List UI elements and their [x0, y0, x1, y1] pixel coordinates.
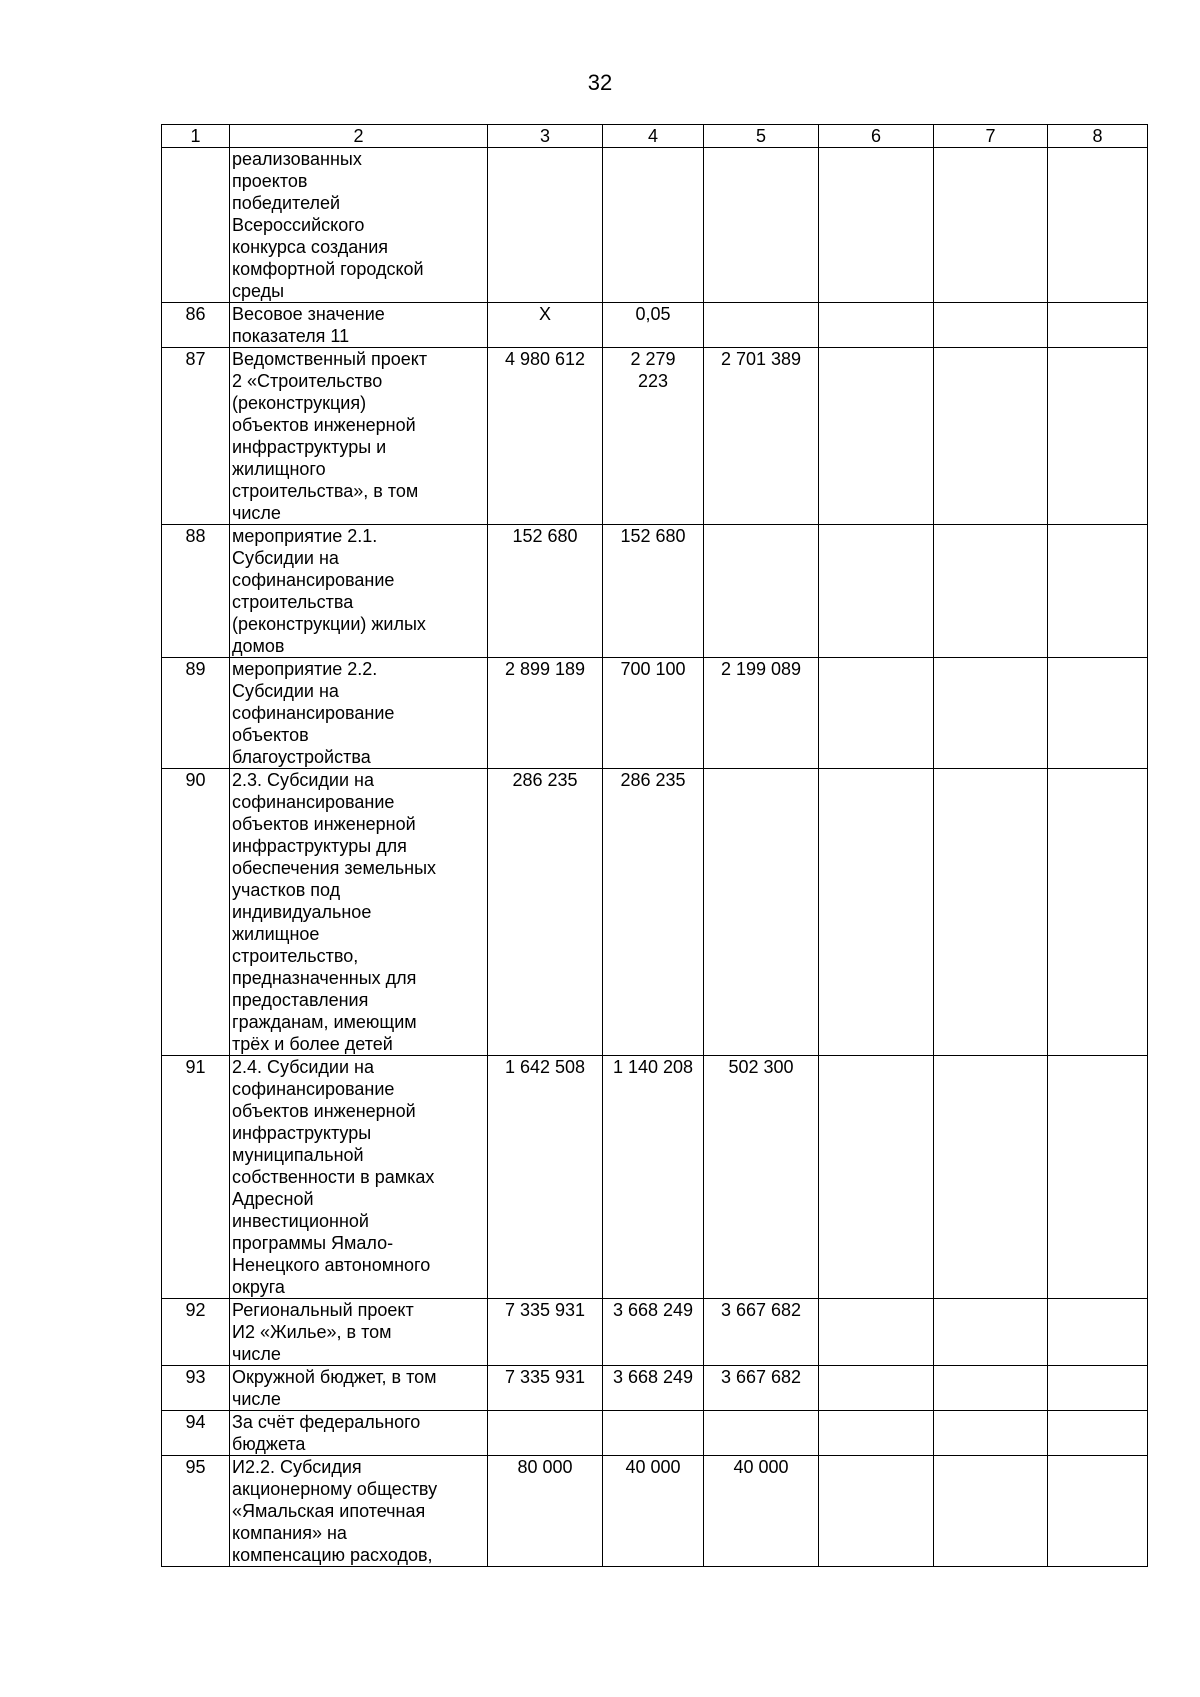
- value-col-7: [934, 1056, 1048, 1299]
- value-col-5: [704, 525, 819, 658]
- table-row: [162, 303, 1148, 348]
- value-col-6: [819, 1456, 934, 1567]
- value-col-8: [1048, 1056, 1148, 1299]
- value-col-3: 1 642 508: [488, 1056, 603, 1299]
- value-col-5: [704, 769, 819, 1056]
- row-number: 88: [162, 525, 230, 658]
- value-col-8: [1048, 1366, 1148, 1411]
- value-col-5: 502 300: [704, 1056, 819, 1299]
- value-col-3: 4 980 612: [488, 348, 603, 525]
- column-header-5: 5: [704, 125, 819, 148]
- value-col-5: 2 701 389: [704, 348, 819, 525]
- column-header-6: 6: [819, 125, 934, 148]
- value-col-5: 2 199 089: [704, 658, 819, 769]
- row-number: 89: [162, 658, 230, 769]
- value-col-6: [819, 1056, 934, 1299]
- value-col-4: [603, 148, 704, 303]
- value-col-6: [819, 525, 934, 658]
- indicator-name: Региональный проект И2 «Жилье», в том числе: [230, 1299, 488, 1366]
- row-number: 87: [162, 348, 230, 525]
- value-col-6: [819, 1366, 934, 1411]
- value-col-4: 40 000: [603, 1456, 704, 1567]
- value-col-6: [819, 303, 934, 348]
- indicator-name: Окружной бюджет, в том числе: [230, 1366, 488, 1411]
- value-col-3: Х: [488, 303, 603, 348]
- value-col-8: [1048, 1299, 1148, 1366]
- value-col-4: 3 668 249: [603, 1299, 704, 1366]
- row-number: 91: [162, 1056, 230, 1299]
- table-row: [162, 348, 1148, 525]
- value-col-7: [934, 525, 1048, 658]
- indicator-name: Весовое значение показателя 11: [230, 303, 488, 348]
- value-col-8: [1048, 148, 1148, 303]
- value-col-3: 80 000: [488, 1456, 603, 1567]
- value-col-8: [1048, 1456, 1148, 1567]
- column-header-1: 1: [162, 125, 230, 148]
- indicator-name: 2.3. Субсидии на софинансирование объектов инженерной инфраструктуры для обеспечения земельных участков под индивидуальное жилищное строительство, предназначенных для предоставления гражданам, имеющим трёх и более детей: [230, 769, 488, 1056]
- column-header-8: 8: [1048, 125, 1148, 148]
- indicator-name: мероприятие 2.1. Субсидии на софинансирование строительства (реконструкции) жилых домов: [230, 525, 488, 658]
- value-col-4: 700 100: [603, 658, 704, 769]
- value-col-3: [488, 148, 603, 303]
- value-col-6: [819, 148, 934, 303]
- table-body: [162, 148, 1148, 1567]
- table-row: [162, 769, 1148, 1056]
- value-col-4: 152 680: [603, 525, 704, 658]
- table-row: [162, 658, 1148, 769]
- value-col-4: [603, 1411, 704, 1456]
- value-col-6: [819, 658, 934, 769]
- value-col-3: 152 680: [488, 525, 603, 658]
- value-col-5: [704, 148, 819, 303]
- row-number: 86: [162, 303, 230, 348]
- value-col-6: [819, 769, 934, 1056]
- indicator-name: мероприятие 2.2. Субсидии на софинансирование объектов благоустройства: [230, 658, 488, 769]
- value-col-5: [704, 303, 819, 348]
- value-col-5: 3 667 682: [704, 1299, 819, 1366]
- value-col-4: 2 279 223: [603, 348, 704, 525]
- value-col-8: [1048, 658, 1148, 769]
- column-header-2: 2: [230, 125, 488, 148]
- row-number: 90: [162, 769, 230, 1056]
- row-number: 92: [162, 1299, 230, 1366]
- value-col-4: 0,05: [603, 303, 704, 348]
- value-col-5: 40 000: [704, 1456, 819, 1567]
- value-col-7: [934, 148, 1048, 303]
- value-col-7: [934, 1299, 1048, 1366]
- value-col-5: [704, 1411, 819, 1456]
- row-number: 93: [162, 1366, 230, 1411]
- value-col-4: 286 235: [603, 769, 704, 1056]
- indicator-name: И2.2. Субсидия акционерному обществу «Ямальская ипотечная компания» на компенсацию расходов,: [230, 1456, 488, 1567]
- value-col-4: 1 140 208: [603, 1056, 704, 1299]
- indicator-name: 2.4. Субсидии на софинансирование объектов инженерной инфраструктуры муниципальной собственности в рамках Адресной инвестиционной программы Ямало- Ненецкого автономного округа: [230, 1056, 488, 1299]
- value-col-8: [1048, 769, 1148, 1056]
- indicator-name: реализованных проектов победителей Всероссийского конкурса создания комфортной городской среды: [230, 148, 488, 303]
- budget-table: [161, 124, 1148, 1567]
- row-number: 95: [162, 1456, 230, 1567]
- table-row: [162, 148, 1148, 303]
- value-col-7: [934, 1366, 1048, 1411]
- value-col-6: [819, 1299, 934, 1366]
- value-col-3: 286 235: [488, 769, 603, 1056]
- value-col-7: [934, 658, 1048, 769]
- value-col-6: [819, 348, 934, 525]
- value-col-8: [1048, 525, 1148, 658]
- indicator-name: За счёт федерального бюджета: [230, 1411, 488, 1456]
- value-col-3: 2 899 189: [488, 658, 603, 769]
- table-header-row: [162, 125, 1148, 148]
- indicator-name: Ведомственный проект 2 «Строительство (реконструкция) объектов инженерной инфраструктуры и жилищного строительства», в том числе: [230, 348, 488, 525]
- table-row: [162, 1456, 1148, 1567]
- value-col-8: [1048, 303, 1148, 348]
- value-col-8: [1048, 348, 1148, 525]
- value-col-7: [934, 303, 1048, 348]
- value-col-3: 7 335 931: [488, 1299, 603, 1366]
- value-col-7: [934, 348, 1048, 525]
- value-col-7: [934, 769, 1048, 1056]
- value-col-6: [819, 1411, 934, 1456]
- value-col-3: [488, 1411, 603, 1456]
- column-header-4: 4: [603, 125, 704, 148]
- value-col-7: [934, 1411, 1048, 1456]
- value-col-5: 3 667 682: [704, 1366, 819, 1411]
- page-number: 32: [587, 70, 613, 95]
- value-col-8: [1048, 1411, 1148, 1456]
- table-row: [162, 1299, 1148, 1366]
- column-header-7: 7: [934, 125, 1048, 148]
- value-col-7: [934, 1456, 1048, 1567]
- row-number: 94: [162, 1411, 230, 1456]
- column-header-3: 3: [488, 125, 603, 148]
- row-number: [162, 148, 230, 303]
- table-row: [162, 1056, 1148, 1299]
- table-row: [162, 525, 1148, 658]
- table-row: [162, 1366, 1148, 1411]
- value-col-3: 7 335 931: [488, 1366, 603, 1411]
- table-row: [162, 1411, 1148, 1456]
- value-col-4: 3 668 249: [603, 1366, 704, 1411]
